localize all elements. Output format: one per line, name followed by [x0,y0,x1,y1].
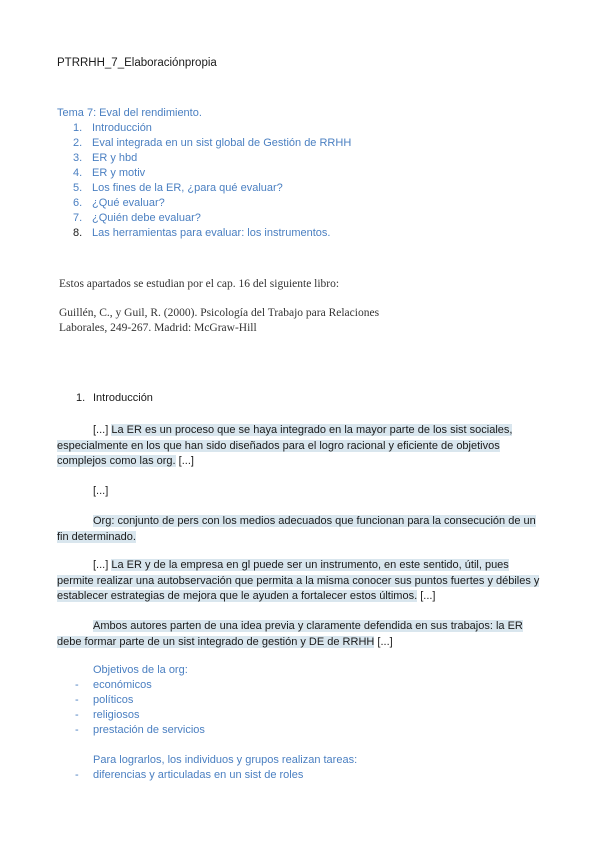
dash-bullet: - [75,709,79,721]
dash-bullet: - [75,694,79,706]
toc-number: 7. [73,212,83,224]
list-item-text: políticos [93,694,134,706]
toc-label: ER y hbd [92,152,138,164]
objectives-heading: Objetivos de la org: [93,664,188,676]
toc-number: 1. [73,122,83,134]
toc-label: Las herramientas para evaluar: los instrumentos. [92,227,331,239]
highlighted-text: La ER y de la empresa en gl puede ser un instrumento, en este sentido, útil, pues permite realizar una autobservación que permita a la misma conocer sus puntos fuertes y débiles y establecer estrategias de mejora que le ayuden a fortalecer estos últimos. [57,559,540,602]
dash-bullet: - [75,724,79,736]
citation-line: Guillén, C., y Guil, R. (2000). Psicología del Trabajo para Relaciones [59,307,380,319]
list-item-text: prestación de servicios [93,724,205,736]
text-fragment: [...] [417,590,436,602]
toc-number: 6. [73,197,83,209]
paragraph [57,619,547,650]
toc-label: ¿Quién debe evaluar? [92,212,201,224]
toc-label: Los fines de la ER, ¿para qué evaluar? [92,182,283,194]
dash-bullet: - [75,769,79,781]
reference-intro: Estos apartados se estudian por el cap. 16 del siguiente libro: [59,278,340,290]
paragraph [57,423,547,470]
citation-line: Laborales, 249-267. Madrid: McGraw-Hill [59,322,257,334]
text-fragment: [...] [374,635,393,648]
section-number: 1. [76,392,86,404]
toc-number: 8. [73,227,83,239]
topic-heading: Tema 7: Eval del rendimiento. [57,107,202,119]
paragraph: [...] [93,485,109,497]
document-title: PTRRHH_7_Elaboraciónpropia [57,57,217,69]
highlighted-text: La ER es un proceso que se haya integrado en la mayor parte de los sist sociales, especialmente en los que han sido diseñados para el logro racional y eficiente de objetivos complejos como las org. [57,424,513,467]
section-title: Introducción [93,392,153,404]
list-item-text: diferencias y articuladas en un sist de roles [93,769,304,781]
reference-citation [59,306,379,336]
highlighted-text: Ambos autores parten de una idea previa y claramente defendida en sus trabajos: la ER debe formar parte de un sist integrado de gestión y DE de RRHH [57,620,523,648]
section-heading [76,392,153,404]
toc-number: 2. [73,137,83,149]
paragraph [57,514,547,545]
toc-number: 5. [73,182,83,194]
text-fragment: [...] [175,455,194,467]
text-fragment: [...] [93,559,112,571]
list-item-text: económicos [93,679,152,691]
toc-label: Introducción [92,122,152,134]
toc-number: 3. [73,152,83,164]
toc-label: ¿Qué evaluar? [92,197,165,209]
highlighted-text: Org: conjunto de pers con los medios adecuados que funcionan para la consecución de un fin determinado. [57,515,536,543]
toc-label: ER y motiv [92,167,146,179]
paragraph [57,558,547,605]
toc-label: Eval integrada en un sist global de Gestión de RRHH [92,137,352,149]
toc-number: 4. [73,167,83,179]
list-item-text: religiosos [93,709,140,721]
dash-bullet: - [75,679,79,691]
text-fragment: [...] [93,424,112,436]
goals-heading: Para lograrlos, los individuos y grupos realizan tareas: [93,754,358,766]
